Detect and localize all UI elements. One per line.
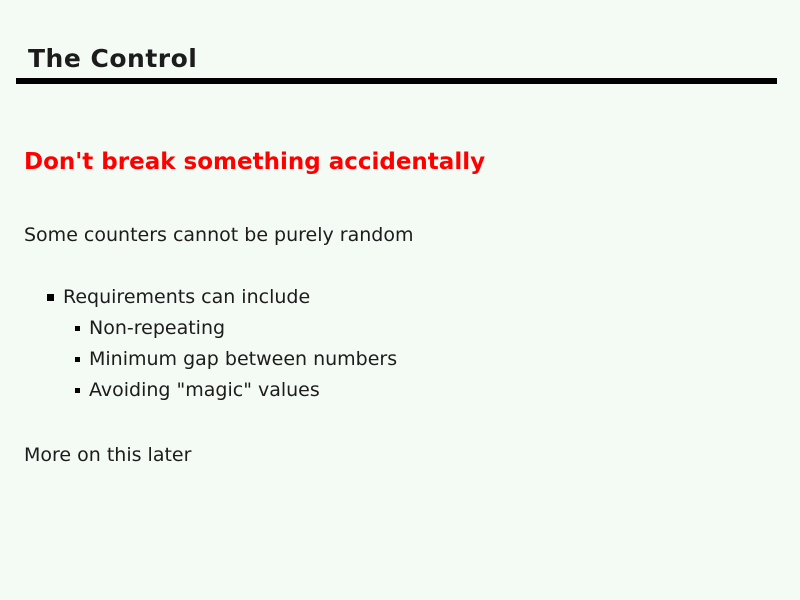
bullet-label: Non-repeating (89, 317, 226, 339)
bullet-item-level2 (75, 379, 320, 401)
square-bullet-icon (47, 294, 54, 301)
slide-title: The Control (28, 44, 198, 73)
bullet-item-level2 (75, 317, 225, 339)
title-underline-rule (16, 78, 777, 84)
footer-text: More on this later (24, 444, 192, 466)
bullet-item-level1 (47, 286, 310, 308)
square-bullet-icon (75, 357, 80, 362)
slide-heading: Don't break something accidentally (24, 149, 486, 175)
square-bullet-icon (75, 388, 80, 393)
square-bullet-icon (75, 326, 80, 331)
bullet-item-level2 (75, 348, 397, 370)
bullet-label: Requirements can include (63, 286, 311, 308)
bullet-label: Avoiding "magic" values (89, 379, 320, 401)
bullet-label: Minimum gap between numbers (89, 348, 398, 370)
intro-text: Some counters cannot be purely random (24, 224, 414, 246)
